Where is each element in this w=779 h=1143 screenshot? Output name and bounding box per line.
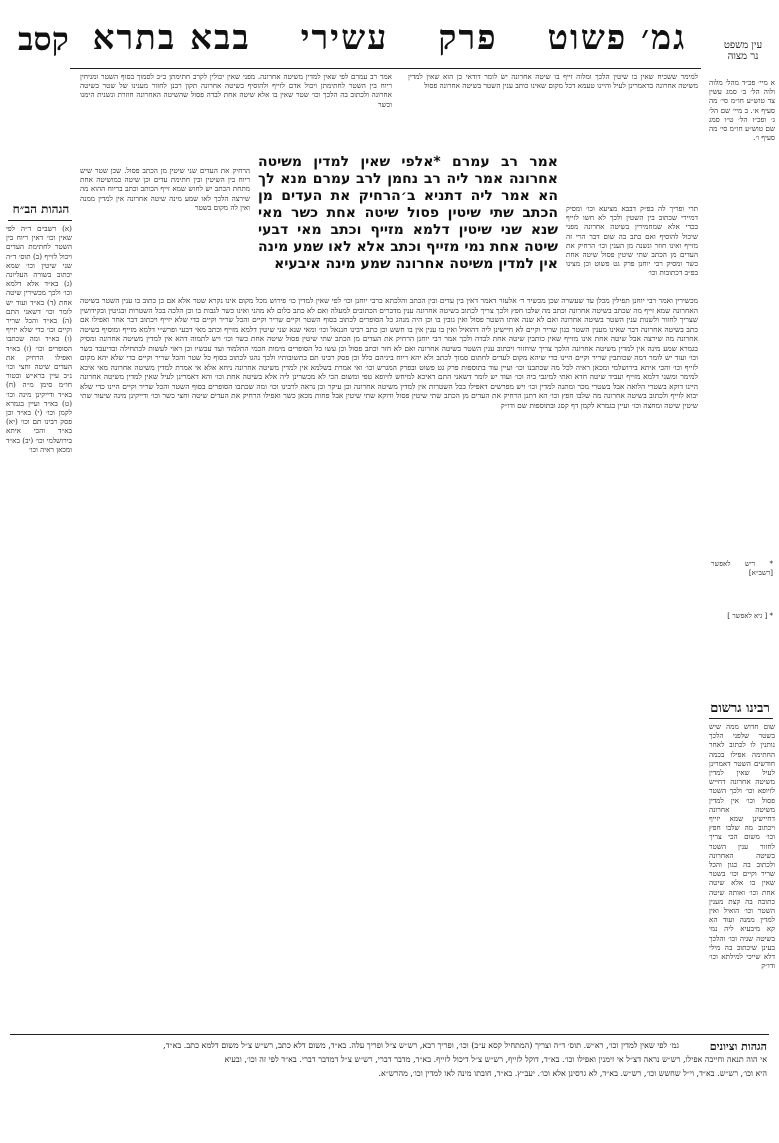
side-note-left: * ריש לאפשר [רשב״א] <box>711 560 773 578</box>
header-word-4: בבא בתרא <box>92 18 251 58</box>
footer-line-2: אי הוה תנאה וחייבה אפילו, רש״ש נראה דצ״ל אי זימנין ואפילו וכו׳. בא״ד, דוקל לזייף, רש״ש צ״ל דיכול לזייף. בא״ד, מדבר דברי, רש״ש צ״ל דמדבר דברי. בא״ד לפי זה וכו׳, ובעיא <box>224 1055 767 1064</box>
ein-mishpat-text: א מיי׳ פכ״ד מהל׳ מלוה ולוה הל׳ ב׳ סמג עשין צד טוש״ע חו״מ סי׳ מה סעיף א׳. ב מיי׳ שם הל׳ ג׳ ופכ״ז הל׳ ט״ו סמג שם טוש״ע חו״מ סי׳ מה סעיף ו׳. <box>709 78 775 143</box>
hagahot-habach-rule <box>8 220 72 221</box>
header-rule <box>70 68 701 69</box>
tosafot-right-commentary: תרי ופריך לה בפ״ק דבבא מציעא וכו׳ ומסיק דמיירי שכתוב בין השטין ולכך לא חשו לזייף בכדי אלא שמחמירין בשיטה אחרונה מפני שיכול להוסיף ואם כתב בה שום דבר הרי זה מזייף ואינו חוזר ונשנה מן הענין וכו׳ הרחיק את העדים מן הכתב שתי שיטין פסול שיטה אחת כשר ומסיק רבי יוחנן פרק גט פשוט וכן מצינו בפ״ב דכתובות וכו׳ <box>566 204 698 278</box>
rabbeinu-gershom-rule <box>709 718 773 719</box>
rashbam-top-commentary: אמר רב עמרם לפי שאין למדין משיטה אחרונה. מפני שאין יכולין לקרב חתימתן כ״כ לסמוך בסוף השטר ומניחין ריוח בין השטר לחתימתן ויכול אדם לזייף ולהוסיף בשיטה אחרונה תקון רבנן לחזור מענינו של שטר בשיטה אחרונה ולכתוב בה הלכך וכו׳ שטר שאין בו אלא שיטה אחת לבדה פסול שהשיטה האחרונה חוזרת ונשנית הימנו וכשר <box>80 72 392 109</box>
tosafot-top-commentary: למימר ששכיח שאין בו שיטין הלכך ומלוה זייף בו שיטה אחרונה יש לומר דודאי כן הוא שאין למדין משיטה אחרונה כדאמרינן לעיל והיינו טעמא דכל מקום שאינו כותב ענין השטר בשיטה אחרונה פסול <box>408 72 698 91</box>
page-header-title <box>60 18 719 58</box>
ein-mishpat-label: עין משפט נר מצוה <box>723 40 763 62</box>
rabbeinu-gershom-title: רבינו גרשום <box>710 701 770 716</box>
header-word-3: עשירי <box>300 18 389 58</box>
footer-line-3: היא וכו׳, רש״ש. בא״ד, וי״ל שחשש וכו׳, רש״ש. בא״ד, לא גרסינן אלא וכו׳. יעב״ץ. בא״ד, חובתו מינה לאו למדין וכו׳, מהרש״א. <box>378 1069 767 1078</box>
folio-number: קסב <box>18 20 69 58</box>
rabbeinu-gershom-text: שום חדוש ממה שיש בשטר שלפני הלכך נותנין לו לכתוב לאחר החתימה אפילו בכמה חודשים השטר דאמרינן לעיל שאין למדין משיטה אחרונה דחייש לזיופא וכו׳ ולכך השטר פסול וכו׳ אין למדין משיטה אחרונה דחיישינן שמא יזייף ויכתוב מה שלבו חפץ וכו׳ משום הכי צריך לחזור ענין השטר בשיטה האחרונה ולכתוב בה כגון והכל שריר וקיים וכו׳ בשטר שאין בו אלא שיטה אחת וכו׳ ואותה שיטה כתובה בה קצת מענין השטר וכו׳ הואיל ואין למדין ממנה ועוד הא קא מיבעיא ליה נמי בשיטה שניה וכו׳ והלכך בעינן שיכתוב בה מילי דלא שייכי למילתא וכו׳ ודו״ק <box>709 722 775 971</box>
main-commentary: מכשירין ואמר רבי יוחנן תפילין מכלן עד שעשרה שכן מכשיר ר׳ אלעזר דאמר דאין בין עדים ובין הכתב והלכתא כרבי יוחנן וכו׳ לפי שאין למדין כו׳ פירוש מכל מקום אינו נקרא שטר אלא אם כן כתוב בו ענין השטר בשיטה האחרונה שמא זייף מה שכתב בשיטה אחרונה וכתב מה שלבו חפץ ולכך צריך לכתוב בשיטה אחרונה ענין מדברים הכתובים למעלה ואם לא כתב כלום לא מהני ואינו כשר לגבות בו וכן הלכה בכל השטרות ובגיטין ובקידושין שצריך לחזור ולשנות ענין השטר בשיטה אחרונה ואם לא שנה אותו השטר פסול ואין גובין בו וכן היה מנהג כל הסופרים לכתוב בסוף השטר וקיים שריר וקיים והכל שריר וקיים כדי שלא יזייף ויכתוב דבר אחר ואפילו אם כתב בשיטה אחרונה דבר שאינו מענין השטר כגון שריר וקיים לא חיישינן ליה דהואיל ואין בו ענין אין בו חשש וכן כתב רבינו חננאל וכו׳ ומאי שנא שני שיטין דלמא מזייף וכתב מאי דבעי ופרש״י דלמא מזייף ומוסיף בשיטה אחרונה מה שירצה אבל שיטה אחת אינו מזייף שאין כותבין שיטה אחת לבדה ולכך אמר רבי יוחנן הרחיק את העדים מן הכתב שתי שיטין פסול שיטה אחת כשר וכו׳ ויש לתמוה דהא אין למדין משיטה אחרונה ומסיק בגמרא שמע מינה אין למדין משיטה אחרונה הלכך צריך שיחזור ויכתוב ענין השטר בשיטה אחרונה ואם לא חזר וכתב פסול וכן עשו כל הסופרים מימות חכמי התלמוד ועד עכשיו וכן ראוי לעשות לכתחילה ובדיעבד כשר וכו׳ ועוד יש לומר דמה שכותבין שריר וקיים היינו כדי שיהא מקום לעדים לחתום סמוך לכתב ולא יהא ריוח ביניהם כלל וכן פסק רבינו תם בתשובותיו ולכך נהגו לכתוב בסוף כל שטר והכל שריר וקיים כדי שלא יהא מקום לזייף וכו׳ והכי איתא בירושלמי ומכאן ראיה לכל מה שכתבנו וכו׳ ועיין עוד בתוספות פרק גט פשוט ובפרק המגרש וכו׳ ואי אמרת בשלמא אין למדין משיטה אחרונה ניחא אלא אי אמרת למדין משיטה אחרונה מאי איכא למימר ומשני דלמא מזייף ועביד שיטה חדא ואתי למיגבי ביה וכו׳ ועוד יש לומר דשאני התם דאיכא למיחש לזיופא טפי ומשום הכי לא מכשרינן ליה אלא בשיטה אחת וכו׳ והא דאמרינן לעיל שאין למדין משיטה אחרונה היינו דוקא בשטרי הלואה אבל בשטרי מכר ומתנה למדין וכו׳ ויש מפרשים דאפילו בכל השטרות אין למדין משיטה אחרונה וכן עיקר וכן נראה לרבינו וכו׳ ומה שכתבו הסופרים בסוף השטר והכל שריר וקיים היינו כדי שלא יבוא לזייף ולכתוב בשיטה אחרונה מה שלבו חפץ וכו׳ הא דתנן הרחיק את העדים מן הכתב שתי שיטין פסול ודוקא שתי שיטין אבל פחות מכאן כשר ואפילו הרחיק את העדים שיטה וחצי כשר וכו׳ ודייקינן מינה שיעור שתי שיטין שיטה ומחצה וכו׳ ועיין בגמרא לקמן דף קסג ובתוספות שם ודו״ק <box>80 296 698 410</box>
hagahot-habach-text: (א) רשב״ם ד״ה לפי שאין וכו׳ דאין ריוח בין השטר לחתימת העדים ויכול לזייף (ב) תוס׳ ד״ה שני שיטין וכו׳ שמא יכתוב בשורה העליונה (ג) בא״ד אלא דלמא וכו׳ ולכך מכשירין שיטה אחת (ד) בא״ד ועוד יש לומר וכו׳ דשאני התם (ה) בא״ד והכל שריר וקיים וכו׳ כדי שלא יזייף (ו) בא״ד ומה שכתבו הסופרים וכו׳ (ז) בא״ד ואפילו הרחיק את העדים שיטה וחצי וכו׳ נ״ב עיין ברא״ש ובטור חו״מ סימן מ״ה (ח) בא״ד ודייקינן מינה וכו׳ (ט) בא״ד ועיין בגמרא לקמן וכו׳ (י) בא״ד וכן פסק רבינו תם וכו׳ (יא) בא״ד והכי איתא בירושלמי וכו׳ (יב) בא״ד ומכאן ראיה וכו׳ <box>6 224 72 454</box>
gemara-text-block: אמר רב עמרם *אלפי שאין למדין משיטה אחרונה אמר ליה רב נחמן לרב עמרם מנא לך הא אמר ליה דתניא ב׳הרחיק את העדים מן הכתב שתי שיטין פסול שיטה אחת כשר מאי שנא שני שיטין דלמא מזייף וכתב מאי דבעי שיטה אחת נמי מזייף וכתב אלא לאו שמע מינה אין למדין משיטה אחרונה שמע מינה איבעיא <box>258 154 558 272</box>
footer-rule <box>10 1034 769 1035</box>
footer-title: הגהות וציונים <box>709 1040 767 1053</box>
header-word-1: גמ׳ פשוט <box>547 18 687 58</box>
side-note-right: * [ גיא לאפשר ] <box>727 612 773 620</box>
rashbam-left-commentary: הרחיק את העדים שני שיטין מן הכתב פסול. שכן שטר שיש ריוח בין השיטין ובין חתימת עדים וכן שיטה כמושיטה אחת מתחת הכתב יש לחוש שמא זייף הכותב וכתב בריוח ההוא מה שירצה הלכך לאו שמע מינה שיטה אחרונה אין למדין ממנה ואין לה מקום בשטר <box>80 166 250 212</box>
header-word-2: פרק <box>438 18 498 58</box>
hagahot-habach-title: הגהות הב״ח <box>12 202 70 216</box>
footer-line-1: גמ׳ לפי שאין למדין וכו׳, רא״ש. תוס׳ ד״ה וצריך (המתחיל קסא ע״ב) וכו׳, ופריך רבא, רש״ש צ״ל ופריך עלה. בא״ד, משום דלא כתב, רש״ש צ״ל משום דלמא כתב. בא״ד, <box>163 1041 679 1050</box>
